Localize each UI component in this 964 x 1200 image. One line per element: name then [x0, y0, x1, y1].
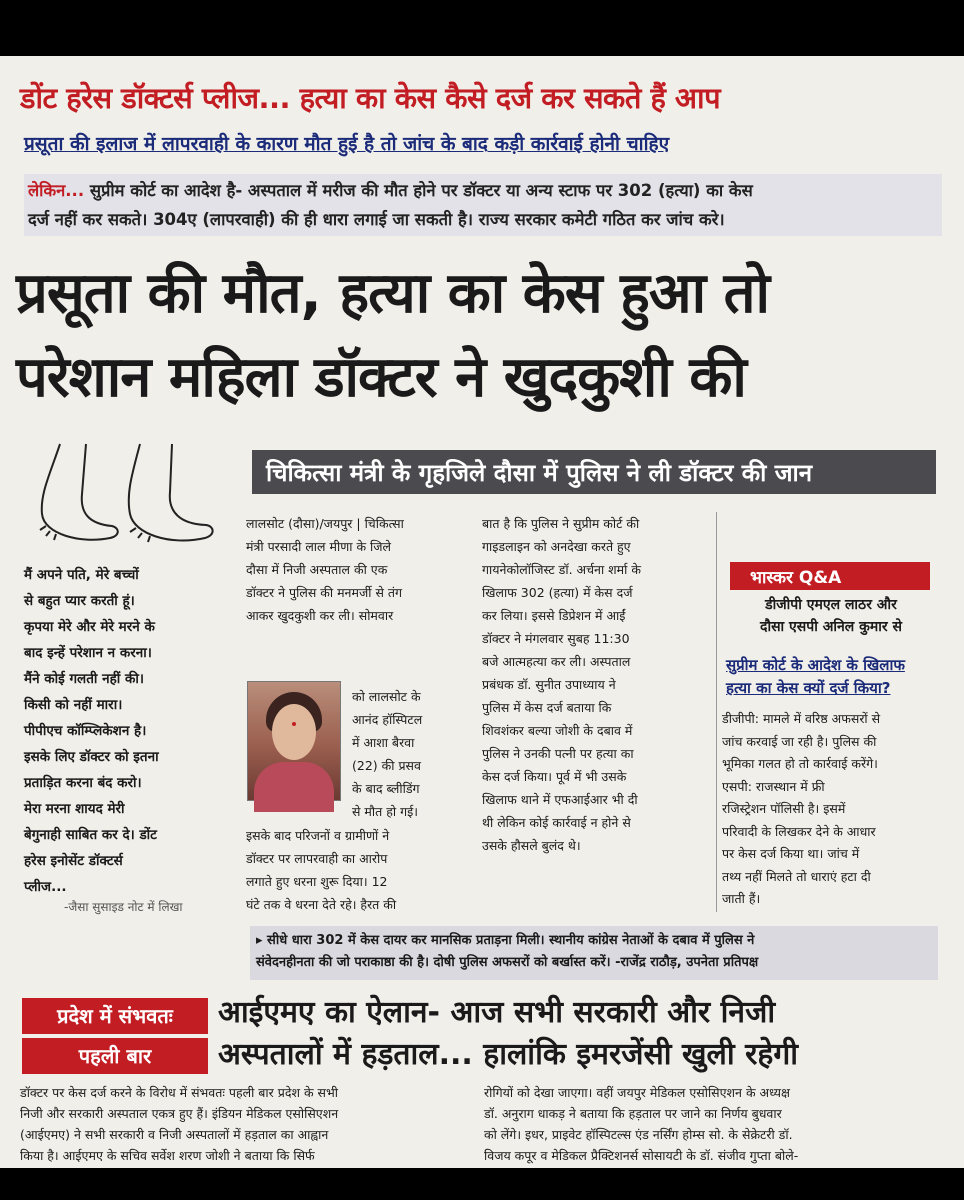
- ima-line: किया है। आईएमए के सचिव सर्वेश शरण जोशी ने बताया कि सिर्फ: [20, 1148, 315, 1163]
- story-line: (22) की प्रसव: [352, 758, 421, 773]
- note-line: मेरा मरना शायद मेरी: [24, 801, 125, 817]
- bottom-black-border: [0, 1168, 964, 1200]
- main-headline-line-1: प्रसूता की मौत, हत्या का केस हुआ तो: [16, 261, 770, 326]
- qa-heading-line-1: डीजीपी एमएल लाठर और: [765, 597, 897, 613]
- story-line: में आशा बैरवा: [352, 735, 415, 750]
- story-line: बात है कि पुलिस ने सुप्रीम कोर्ट की: [482, 516, 640, 531]
- qa-answer-line: रजिस्ट्रेशन पॉलिसी है। इसमें: [722, 801, 846, 816]
- story-line: खिलाफ थाने में एफआईआर भी दी: [482, 792, 638, 807]
- main-headline-line-2: परेशान महिला डॉक्टर ने खुदकुशी की: [16, 345, 746, 410]
- story-line: गायनेकोलॉजिस्ट डॉ. अर्चना शर्मा के: [482, 562, 641, 577]
- qa-heading: [726, 594, 936, 638]
- story-line: लालसोट (दौसा)/जयपुर | चिकित्सा: [246, 516, 404, 531]
- qa-answer-line: परिवादी के लिखकर देने के आधार: [722, 823, 876, 839]
- story-line: घंटे तक वे धरना देते रहे। हैरत की: [246, 897, 397, 912]
- subheadline-line: [28, 181, 753, 200]
- tag-box-2: [22, 1038, 208, 1074]
- story-column-1: [246, 512, 472, 627]
- note-line: मैंने कोई गलती नहीं की।: [24, 671, 144, 687]
- ima-line: डॉक्टर पर केस दर्ज करने के विरोध में संभवतः पहली बार प्रदेश के सभी: [20, 1085, 339, 1100]
- quote-line-1: ▸ सीधे धारा 302 में केस दायर कर मानसिक प्रताड़ना मिली। स्थानीय कांग्रेस नेताओं के दबाव में पुलिस ने: [256, 933, 755, 948]
- note-line: किसी को नहीं मारा।: [24, 697, 123, 713]
- story-line: दौसा में निजी अस्पताल की एक: [246, 562, 388, 577]
- story-line: से मौत हो गई।: [352, 804, 418, 819]
- story-line: कर लिया। इससे डिप्रेशन में आईं: [482, 608, 626, 623]
- newspaper-clipping: [0, 56, 964, 1168]
- note-line: बाद इन्हें परेशान न करना।: [24, 645, 152, 661]
- story-line: केस दर्ज किया। पूर्व में भी उसके: [482, 769, 627, 784]
- story-line: को लालसोट के: [352, 689, 421, 704]
- story-line: के बाद ब्लीडिंग: [352, 781, 420, 796]
- strapline-bar: [252, 450, 936, 494]
- story-line: लगाते हुए धरना शुरू दिया। 12: [246, 874, 388, 889]
- qa-answer-line: एसपी: राजस्थान में फ्री: [722, 778, 825, 794]
- qa-badge: [730, 562, 930, 590]
- story-line: डॉक्टर पर लापरवाही का आरोप: [246, 851, 388, 866]
- note-line: मैं अपने पति, मेरे बच्चों: [24, 567, 139, 583]
- tag-box-1: [22, 998, 208, 1034]
- story-line: आकर खुदकुशी कर ली। सोमवार: [246, 608, 394, 623]
- story-line: पुलिस ने उनकी पत्नी पर हत्या का: [482, 746, 634, 761]
- story-line: गाइडलाइन को अनदेखा करते हुए: [482, 539, 631, 554]
- story-line: उसके हौसले बुलंद थे।: [482, 838, 581, 853]
- note-line: हरेस इनोसेंट डॉक्टर्स: [24, 853, 123, 869]
- story-line: शिवशंकर बल्या जोशी के दबाव में: [482, 723, 633, 738]
- story-line: डॉक्टर ने मंगलवार सुबह 11:30: [482, 631, 630, 646]
- story-line: आनंद हॉस्पिटल: [352, 712, 423, 727]
- story-line: बजे आत्महत्या कर ली। अस्पताल: [482, 654, 631, 669]
- ima-line: (आईएमए) ने सभी सरकारी व निजी अस्पतालों में हड़ताल का आह्वान: [20, 1127, 329, 1142]
- qa-answers: [722, 708, 938, 911]
- subheadline-text-1: सुप्रीम कोर्ट का आदेश है- अस्पताल में मरीज की मौत होने पर डॉक्टर या अन्य स्टाफ पर 302 (हत्या) का केस: [84, 181, 753, 200]
- subheadline-lead: लेकिन...: [28, 181, 85, 200]
- qa-question: [726, 654, 936, 700]
- story-line: प्रबंधक डॉ. सुनीत उपाध्याय ने: [482, 677, 616, 692]
- qa-answer-line: जाती हैं।: [722, 891, 761, 906]
- note-line: से बहुत प्यार करती हूं।: [24, 593, 135, 609]
- note-line: पीपीएच कॉम्प्लिकेशन है।: [24, 723, 147, 739]
- story-line: खिलाफ 302 (हत्या) में केस दर्ज: [482, 585, 633, 600]
- ima-headline-line-2: अस्पतालों में हड़ताल... हालांकि इमरजेंसी खुली रहेगी: [218, 1037, 798, 1072]
- ima-headline-line-1: आईएमए का ऐलान- आज सभी सरकारी और निजी: [218, 995, 776, 1030]
- main-headline: [16, 252, 946, 420]
- doctor-photo: [247, 681, 341, 801]
- subheadline: प्रसूता की इलाज में लापरवाही के कारण मौत हुई है तो जांच के बाद कड़ी कार्रवाई होनी चाहिए: [24, 133, 670, 155]
- qa-heading-line-2: दौसा एसपी अनिल कुमार से: [760, 619, 902, 635]
- ima-line: निजी और सरकारी अस्पताल एकत्र हुए हैं। इंडियन मेडिकल एसोसिएशन: [20, 1106, 339, 1121]
- qa-badge-label: भास्कर Q&A: [750, 568, 842, 588]
- qa-answer-line: डीजीपी: मामले में वरिष्ठ अफसरों से: [722, 711, 881, 726]
- story-line: पुलिस में केस दर्ज बताया कि: [482, 700, 612, 715]
- subheadline-box: [24, 174, 942, 236]
- note-line: इसके लिए डॉक्टर को इतना: [24, 749, 159, 765]
- qa-answer-line: तथ्य नहीं मिलते तो धाराएं हटा दी: [722, 868, 871, 884]
- story-line: इसके बाद परिजनों व ग्रामीणों ने: [246, 828, 390, 843]
- story-line: थी लेकिन कोई कार्रवाई न होने से: [482, 815, 631, 830]
- qa-question-line-1: सुप्रीम कोर्ट के आदेश के खिलाफ: [726, 656, 905, 674]
- note-line: बेगुनाही साबित कर दे। डोंट: [24, 827, 157, 843]
- tag-line-1: प्रदेश में संभवतः: [57, 1004, 173, 1028]
- suicide-note: [24, 562, 234, 900]
- note-line: प्लीज...: [24, 879, 67, 895]
- ima-line: रोगियों को देखा जाएगा। वहीं जयपुर मेडिकल एसोसिएशन के अध्यक्ष: [484, 1085, 790, 1100]
- ima-line: को लेंगे। इधर, प्राइवेट हॉस्पिटल्स एंड नर्सिंग होम्स सो. के सेक्रेटरी डॉ.: [484, 1127, 793, 1142]
- quote-line-2: संवेदनहीनता की जो पराकाष्ठा की है। दोषी पुलिस अफसरों को बर्खास्त करें। -राजेंद्र राठौड़, उपनेता प्रतिपक्ष: [256, 955, 759, 970]
- note-source: -जैसा सुसाइड नोट में लिखा: [64, 900, 183, 914]
- note-line: कृपया मेरे और मेरे मरने के: [24, 619, 155, 635]
- qa-answer-line: भूमिका गलत हो तो कार्रवाई करेंगे।: [722, 756, 878, 771]
- pull-quote: [250, 926, 938, 980]
- tag-line-2: पहली बार: [78, 1044, 152, 1068]
- story-column-1-bottom: [246, 824, 472, 916]
- top-black-border: [0, 0, 964, 56]
- story-line: मंत्री परसादी लाल मीणा के जिले: [246, 539, 392, 554]
- story-column-1-wrap: [352, 685, 472, 823]
- story-line: डॉक्टर ने पुलिस की मनमर्जी से तंग: [246, 585, 403, 600]
- qa-answer-line: पर केस दर्ज किया था। जांच में: [722, 846, 860, 861]
- column-divider: [716, 512, 717, 912]
- ima-line: विजय कपूर व मेडिकल प्रैक्टिशनर्स सोसायटी के डॉ. संजीव गुप्ता बोले-: [484, 1148, 799, 1163]
- qa-answer-line: जांच करवाई जा रही है। पुलिस की: [722, 733, 877, 749]
- ima-headline: [218, 992, 948, 1076]
- hanging-feet-illustration: [20, 434, 230, 554]
- subheadline-text-2: दर्ज नहीं कर सकते। 304ए (लापरवाही) की ही धारा लगाई जा सकती है। राज्य सरकार कमेटी गठित कर जांच करे।: [28, 210, 725, 229]
- ima-line: डॉ. अनुराग धाकड़ ने बताया कि हड़ताल पर जाने का निर्णय बुधवार: [484, 1106, 782, 1121]
- strapline-text: चिकित्सा मंत्री के गृहजिले दौसा में पुलिस ने ली डॉक्टर की जान: [266, 459, 813, 487]
- note-line: प्रताड़ित करना बंद करो।: [24, 775, 142, 791]
- kicker-headline: डोंट हरेस डॉक्टर्स प्लीज... हत्या का केस कैसे दर्ज कर सकते हैं आप: [20, 81, 721, 115]
- story-column-2: [482, 512, 708, 857]
- qa-question-line-2: हत्या का केस क्यों दर्ज किया?: [726, 679, 891, 697]
